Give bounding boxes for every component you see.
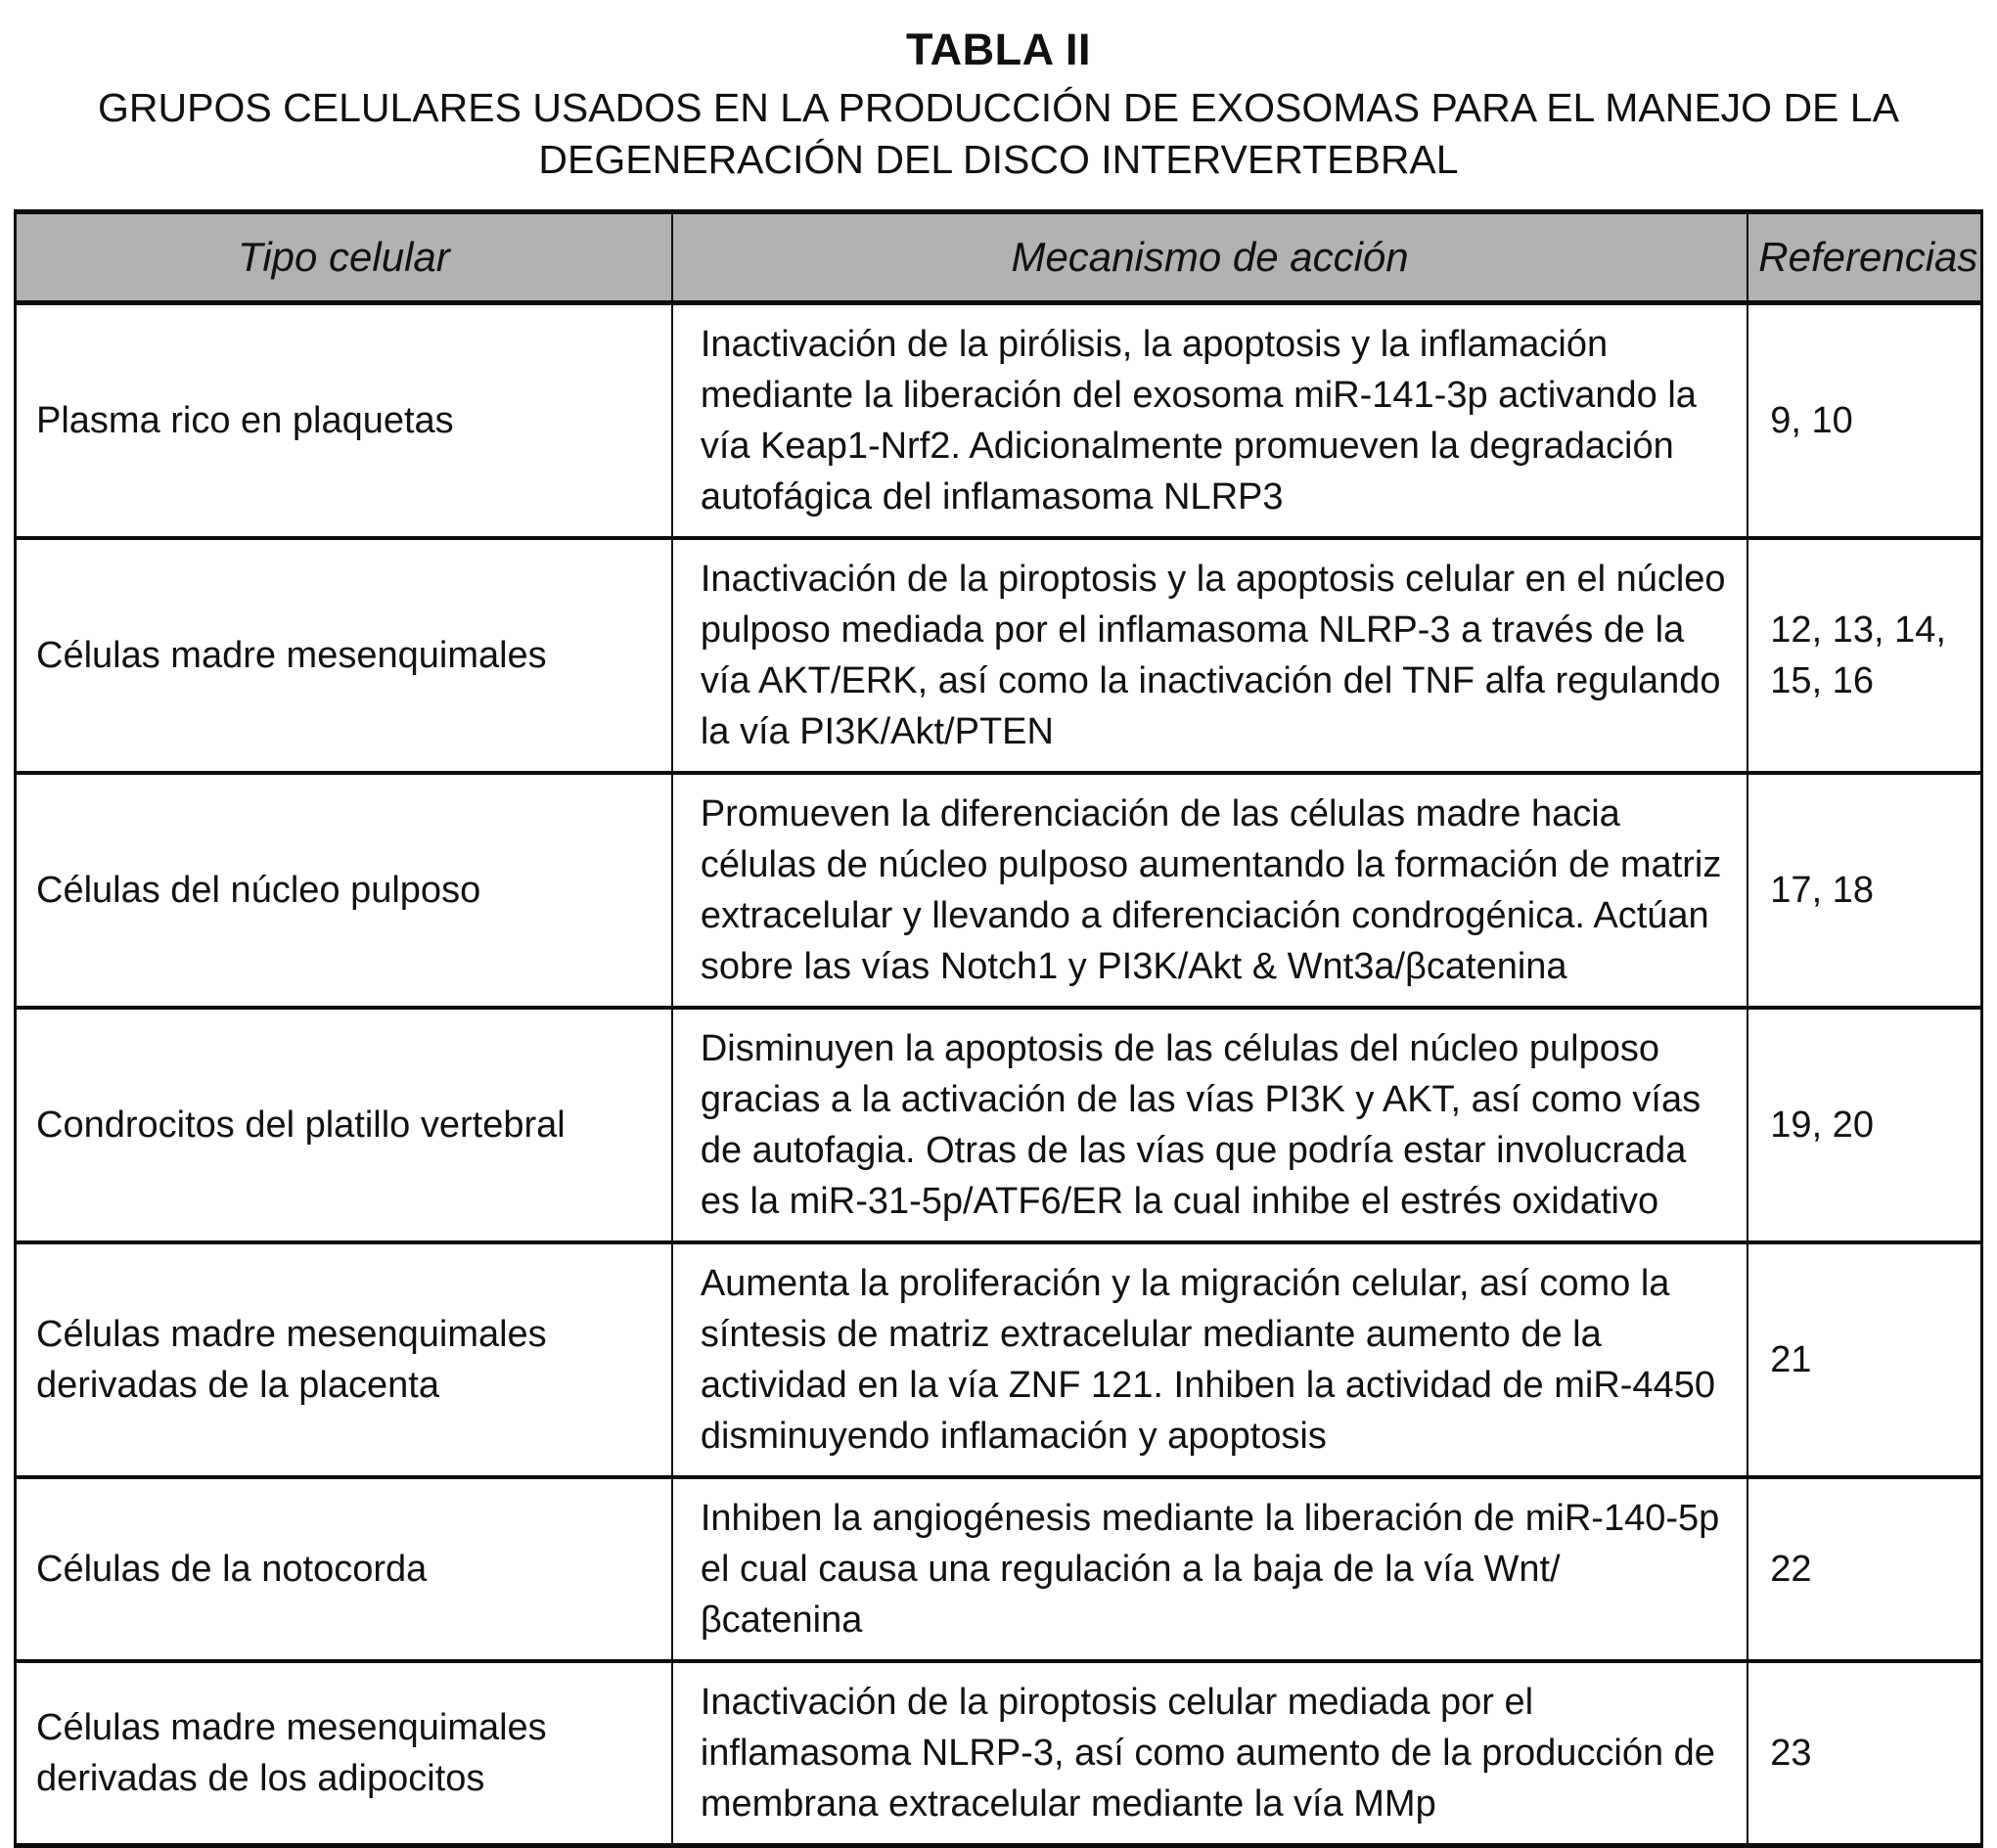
table-row (16, 1008, 1982, 1242)
cell-groups-table (14, 209, 1983, 1848)
cell-tipo-celular: Células madre mesenquimales derivadas de la placenta (16, 1242, 672, 1477)
table-row (16, 1242, 1982, 1477)
cell-tipo-celular: Condrocitos del platillo vertebral (16, 1008, 672, 1242)
column-header-tipo-celular: Tipo celular (16, 212, 672, 303)
column-header-mecanismo-de-accion: Mecanismo de acción (672, 212, 1747, 303)
cell-tipo-celular: Células de la notocorda (16, 1477, 672, 1661)
cell-tipo-celular: Plasma rico en plaquetas (16, 303, 672, 539)
cell-tipo-celular: Células madre mesenquimales derivadas de los adipocitos (16, 1661, 672, 1846)
cell-mecanismo: Inactivación de la piroptosis celular mediada por el inflamasoma NLRP-3, así como aumento de la producción de membrana extracelular mediante la vía MMp (672, 1661, 1747, 1846)
table-row (16, 1661, 1982, 1846)
cell-mecanismo: Aumenta la proliferación y la migración celular, así como la síntesis de matriz extracelular mediante aumento de la actividad en la vía ZNF 121. Inhiben la actividad de miR-4450 disminuyendo inflamación y apoptosis (672, 1242, 1747, 1477)
cell-referencias: 12, 13, 14, 15, 16 (1747, 538, 1981, 773)
cell-tipo-celular: Células del núcleo pulposo (16, 773, 672, 1008)
table-title: TABLA II (906, 24, 1091, 74)
table-subtitle: GRUPOS CELULARES USADOS EN LA PRODUCCIÓN DE EXOSOMAS PARA EL MANEJO DE LA DEGENERACIÓN DEL DISCO INTERVERTEBRAL (98, 84, 1899, 182)
cell-tipo-celular: Células madre mesenquimales (16, 538, 672, 773)
table-row (16, 773, 1982, 1008)
cell-mecanismo: Promueven la diferenciación de las células madre hacia células de núcleo pulposo aumentando la formación de matriz extracelular y llevando a diferenciación condrogénica. Actúan sobre las vías Notch1 y PI3K/Akt & Wnt3a/βcatenina (672, 773, 1747, 1008)
cell-referencias: 19, 20 (1747, 1008, 1981, 1242)
cell-mecanismo: Disminuyen la apoptosis de las células del núcleo pulposo gracias a la activación de las vías PI3K y AKT, así como vías de autofagia. Otras de las vías que podría estar involucrada es la miR-31-5p/ATF6/ER la cual inhibe el estrés oxidativo (672, 1008, 1747, 1242)
cell-referencias: 22 (1747, 1477, 1981, 1661)
column-header-referencias: Referencias (1747, 212, 1981, 303)
table-row (16, 538, 1982, 773)
cell-referencias: 21 (1747, 1242, 1981, 1477)
cell-mecanismo: Inhiben la angiogénesis mediante la liberación de miR-140-5p el cual causa una regulación a la baja de la vía Wnt/ βcatenina (672, 1477, 1747, 1661)
cell-referencias: 17, 18 (1747, 773, 1981, 1008)
cell-mecanismo: Inactivación de la pirólisis, la apoptosis y la inflamación mediante la liberación del exosoma miR-141-3p activando la vía Keap1-Nrf2. Adicionalmente promueven la degradación autofágica del inflamasoma NLRP3 (672, 303, 1747, 539)
cell-mecanismo: Inactivación de la piroptosis y la apoptosis celular en el núcleo pulposo mediada por el inflamasoma NLRP-3 a través de la vía AKT/ERK, así como la inactivación del TNF alfa regulando la vía PI3K/Akt/PTEN (672, 538, 1747, 773)
header-row (16, 212, 1982, 303)
table-row (16, 1477, 1982, 1661)
cell-referencias: 23 (1747, 1661, 1981, 1846)
cell-referencias: 9, 10 (1747, 303, 1981, 539)
table-row (16, 303, 1982, 539)
